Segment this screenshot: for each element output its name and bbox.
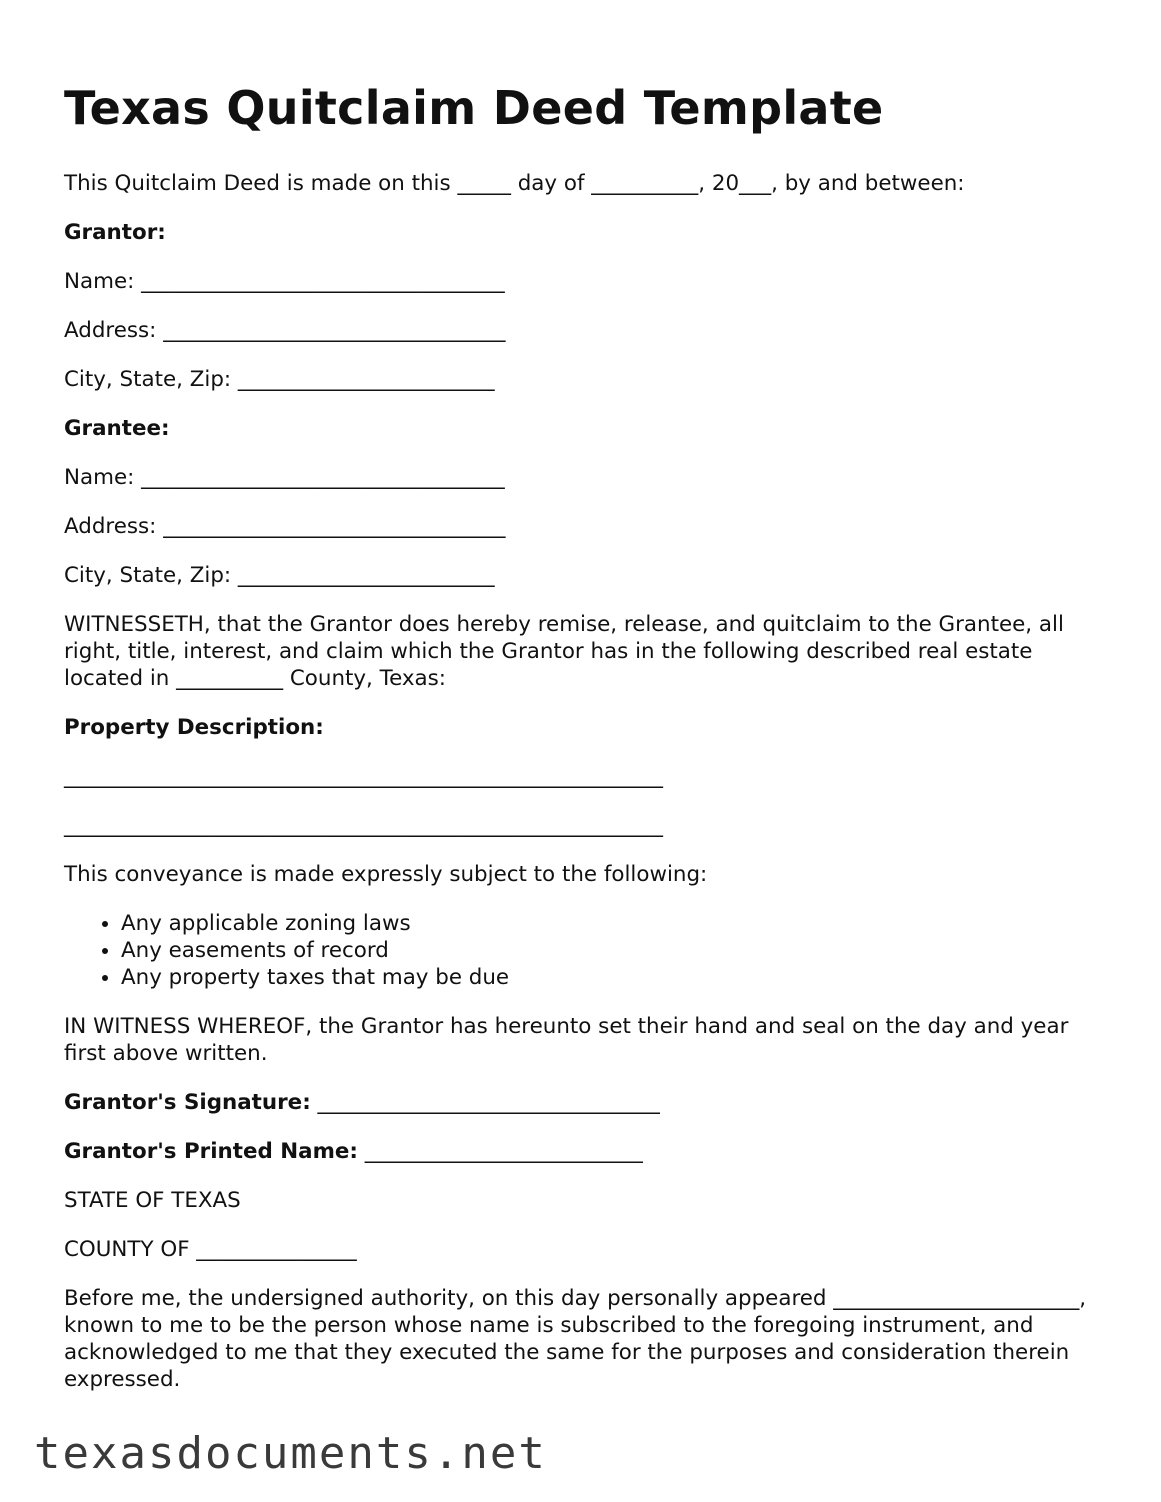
document-page [64, 76, 1104, 1415]
grantee-heading: Grantee: [64, 416, 170, 441]
conveyance-paragraph: This conveyance is made expressly subject to the following: [64, 862, 708, 887]
list-item: • Any applicable zoning laws [121, 910, 1104, 937]
grantor-heading: Grantor: [64, 220, 166, 245]
grantor-signature-field [64, 1089, 1104, 1116]
grantee-city-state-zip-field: City, State, Zip: ________________________ [64, 563, 495, 588]
property-description-line-1: ________________________________________________________ [64, 764, 663, 789]
grantor-printed-name-field [64, 1138, 1104, 1165]
witnesseth-paragraph: WITNESSETH, that the Grantor does hereby remise, release, and quitclaim to the Grantee, all right, title, interest, and claim which the Grantor has in the following described real estate located in __________ County, Texas: [64, 612, 1071, 691]
grantor-signature-line: ________________________________ [310, 1090, 660, 1115]
notary-county-field: COUNTY OF _______________ [64, 1237, 357, 1262]
page-title: Texas Quitclaim Deed Template [64, 81, 884, 135]
intro-paragraph: This Quitclaim Deed is made on this _____ day of __________, 20___, by and between: [64, 171, 965, 196]
list-item: • Any easements of record [121, 937, 1104, 964]
grantor-city-state-zip-field: City, State, Zip: ________________________ [64, 367, 495, 392]
footer-watermark: texasdocuments.net [34, 1428, 547, 1479]
grantor-signature-label: Grantor's Signature: [64, 1090, 311, 1115]
in-witness-paragraph: IN WITNESS WHEREOF, the Grantor has hereunto set their hand and seal on the day and year first above written. [64, 1014, 1076, 1066]
grantee-name-field: Name: __________________________________ [64, 465, 505, 490]
conveyance-list [64, 910, 1104, 991]
grantor-printed-name-line: __________________________ [357, 1139, 643, 1164]
list-item: • Any property taxes that may be due [121, 964, 1104, 991]
property-description-line-2: ________________________________________________________ [64, 813, 663, 838]
grantee-address-field: Address: ________________________________ [64, 514, 506, 539]
grantor-printed-name-label: Grantor's Printed Name: [64, 1139, 358, 1164]
property-description-heading: Property Description: [64, 715, 324, 740]
notary-acknowledgment-paragraph: Before me, the undersigned authority, on this day personally appeared _______________________, known to me to be the person whose name is subscribed to the foregoing instrument, and acknowledged to me that they executed the same for the purposes and consideration therein expressed. [64, 1286, 1093, 1392]
grantor-address-field: Address: ________________________________ [64, 318, 506, 343]
grantor-name-field: Name: __________________________________ [64, 269, 505, 294]
notary-state: STATE OF TEXAS [64, 1188, 241, 1213]
